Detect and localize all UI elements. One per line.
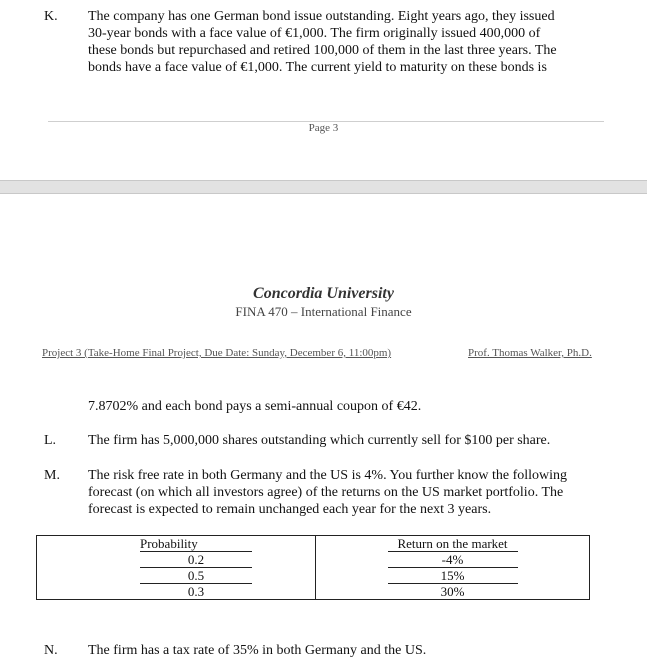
probability-header: Probability	[140, 536, 252, 552]
item-n-text: The firm has a tax rate of 35% in both Germany and the US.	[88, 643, 427, 658]
table-row	[37, 536, 590, 600]
probability-cell: 0.3	[187, 584, 205, 599]
item-k-line: The company has one German bond issue outstanding. Eight years ago, they issued	[88, 9, 555, 24]
item-k-line: 30-year bonds with a face value of €1,000. The firm originally issued 400,000 of	[88, 26, 541, 41]
return-cell: 30%	[440, 584, 465, 599]
professor-header: Prof. Thomas Walker, Ph.D.	[468, 347, 592, 359]
return-cell: 15%	[388, 568, 518, 584]
item-k-paragraph	[88, 8, 607, 76]
probability-cell: 0.2	[140, 552, 252, 568]
item-k-letter: K.	[44, 9, 58, 24]
university-title: Concordia University	[253, 285, 394, 302]
item-m-paragraph	[88, 467, 607, 518]
page-separator	[0, 180, 647, 194]
item-l-text: The firm has 5,000,000 shares outstanding which currently sell for $100 per share.	[88, 433, 551, 448]
item-m-line: forecast (on which all investors agree) of the returns on the US market portfolio. The	[88, 485, 564, 500]
item-n-letter: N.	[44, 643, 58, 658]
return-column	[316, 536, 590, 600]
item-m-line: forecast is expected to remain unchanged each year for the next 3 years.	[88, 502, 492, 517]
item-k-line: these bonds but repurchased and retired 100,000 of them in the last three years. The	[88, 43, 557, 58]
project-header: Project 3 (Take-Home Final Project, Due Date: Sunday, December 6, 11:00pm)	[42, 347, 392, 359]
page-number: Page 3	[308, 122, 339, 134]
course-title: FINA 470 – International Finance	[235, 304, 412, 319]
return-header: Return on the market	[388, 536, 518, 552]
return-cell: -4%	[388, 552, 518, 568]
probability-column	[37, 536, 316, 600]
item-m-line: The risk free rate in both Germany and the US is 4%. You further know the following	[88, 468, 568, 483]
item-k-line: bonds have a face value of €1,000. The current yield to maturity on these bonds is	[88, 60, 547, 75]
item-m-letter: M.	[44, 468, 60, 483]
forecast-table	[36, 535, 590, 600]
item-k-continuation: 7.8702% and each bond pays a semi-annual coupon of €42.	[88, 399, 422, 414]
probability-cell: 0.5	[140, 568, 252, 584]
item-l-letter: L.	[44, 433, 57, 448]
